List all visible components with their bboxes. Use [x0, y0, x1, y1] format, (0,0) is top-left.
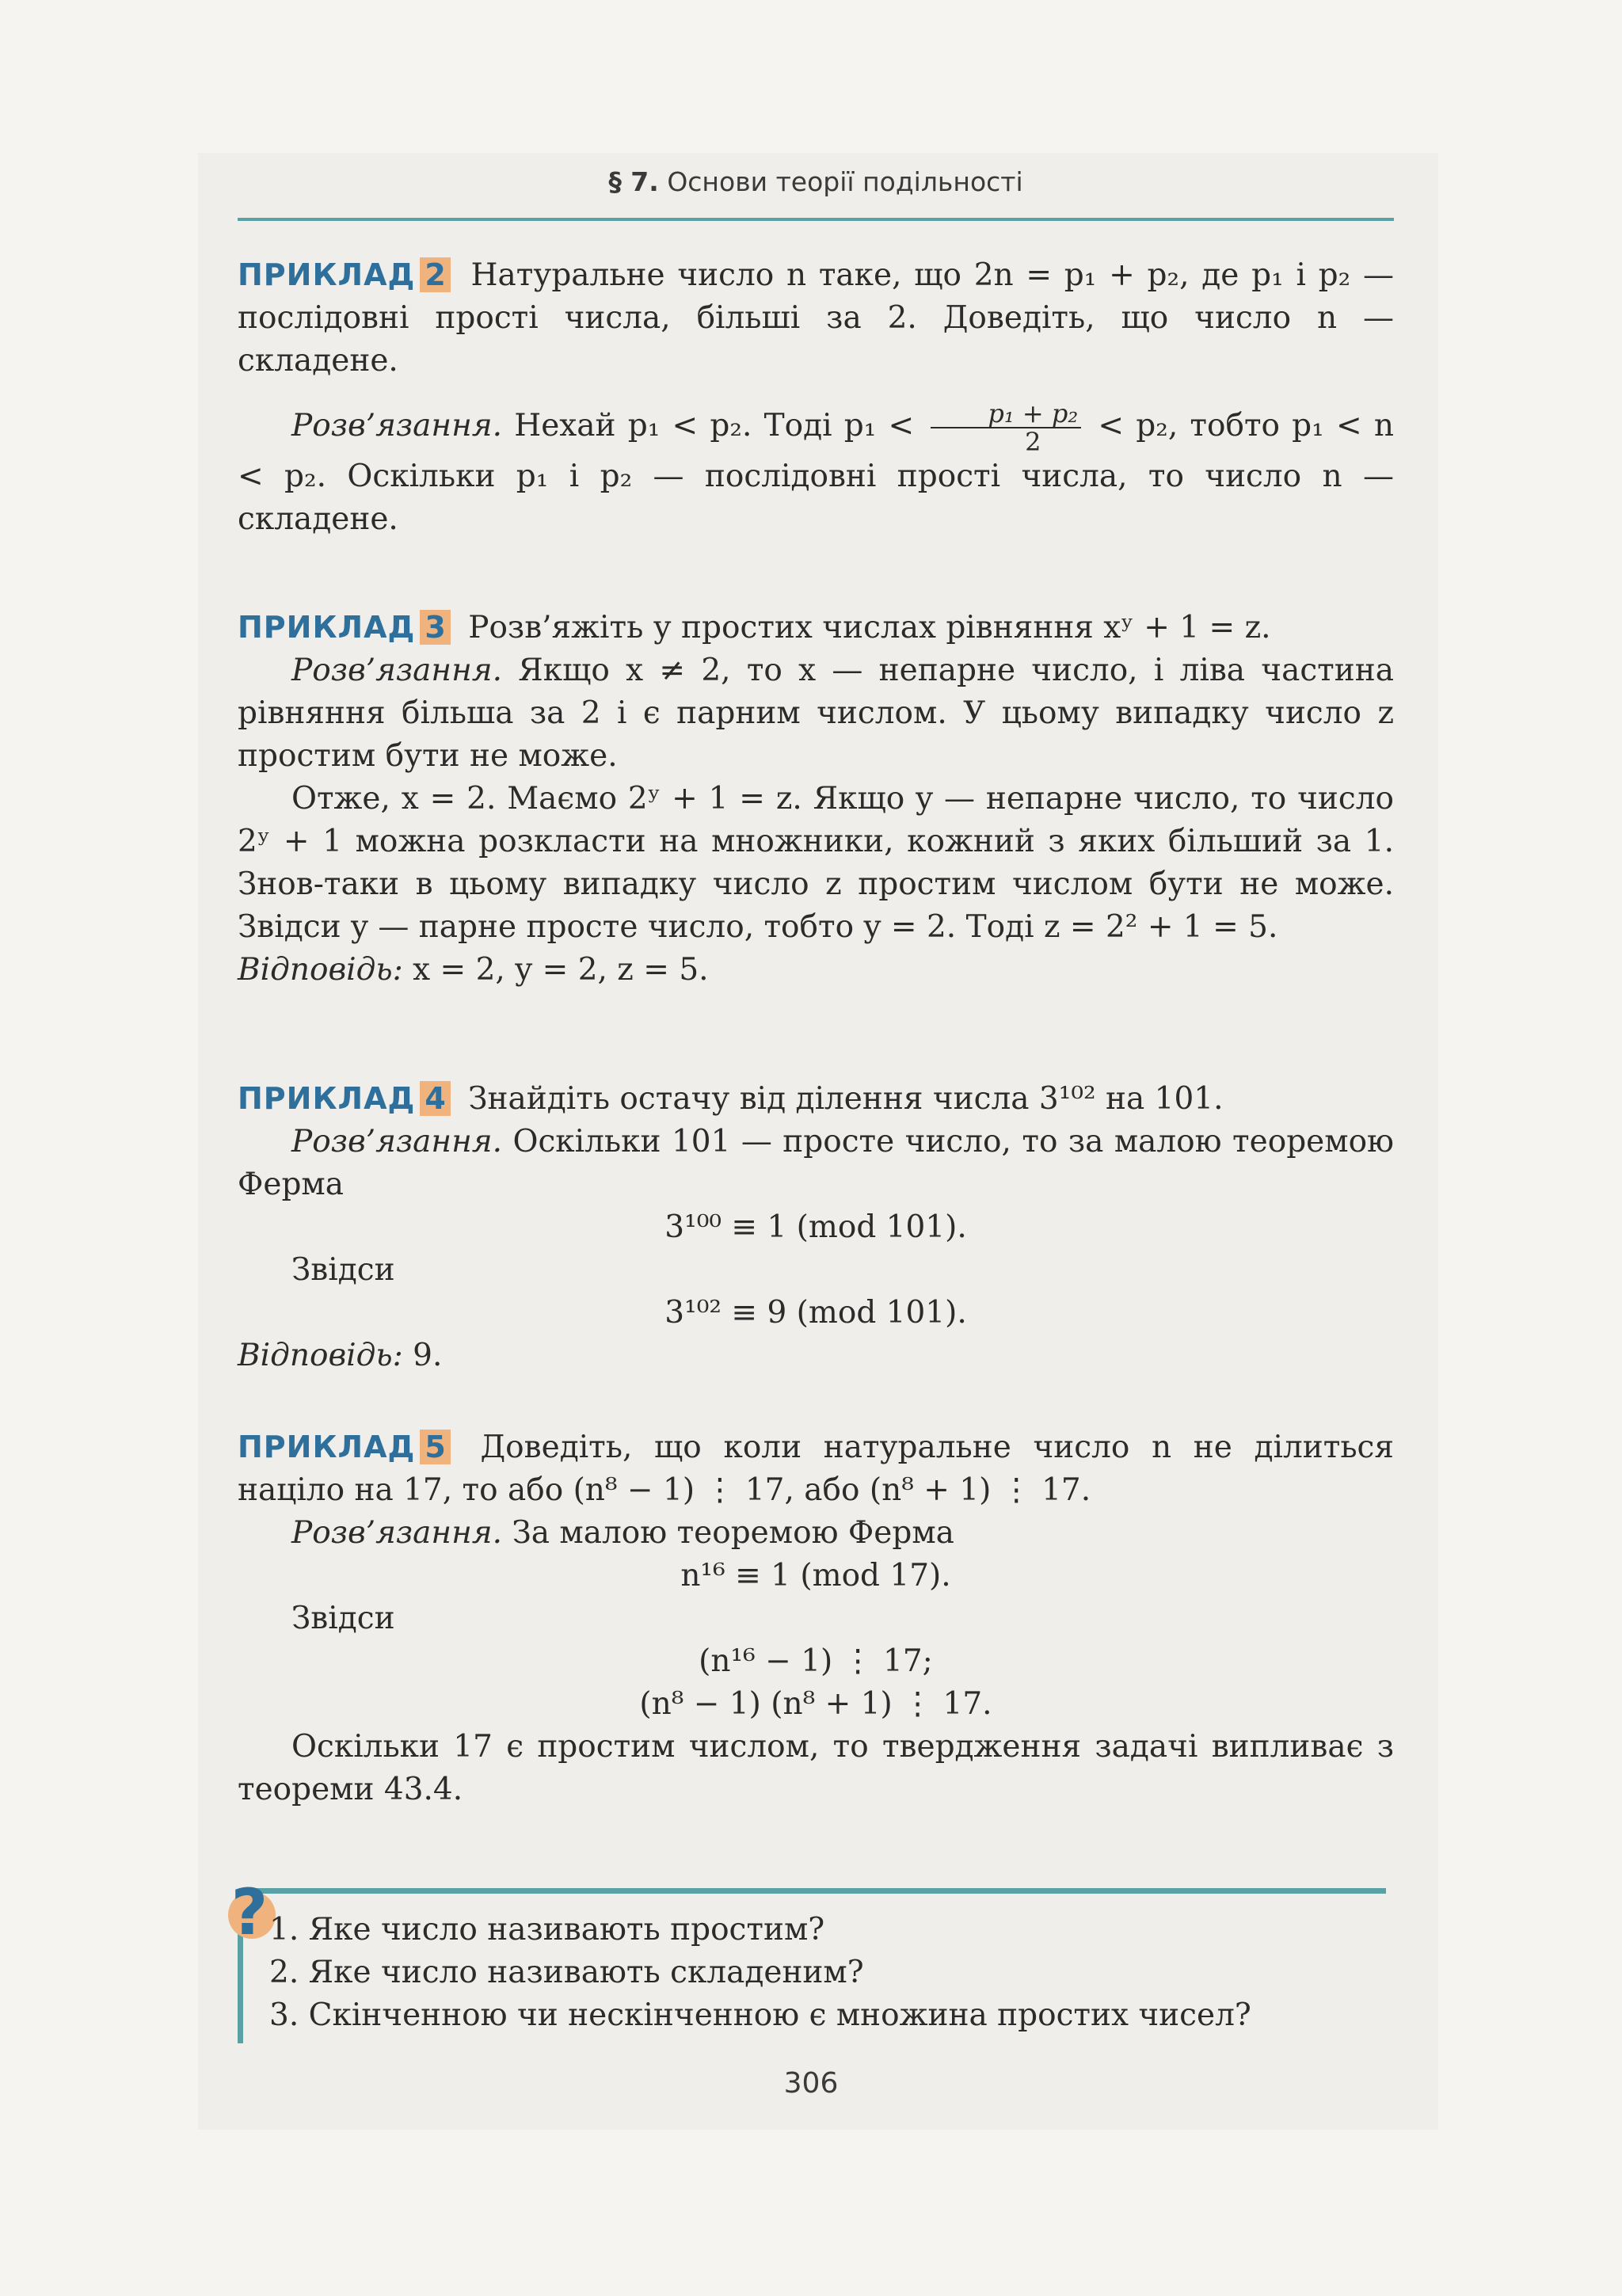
example-label: ПРИКЛАД — [238, 1430, 416, 1464]
example-label: ПРИКЛАД — [238, 1081, 416, 1116]
example-5-task: Доведіть, що коли натуральне число n не ділиться націло на 17, то або (n⁸ − 1) ⋮ 17, або (n⁸ + 1) ⋮ 17. — [238, 1430, 1394, 1508]
review-questions — [222, 1877, 1394, 2043]
example-3-solution-p2: Отже, x = 2. Маємо 2ʸ + 1 = z. Якщо y — непарне число, то число 2ʸ + 1 можна розкласти на множники, кожний з яких більший за 1. Знов-таки в цьому випадку число z простим числом бути не може. Звідси y — парне просте число, тобто y = 2. Тоді z = 2² + 1 = 5. — [238, 781, 1394, 945]
answer-text: 9. — [413, 1338, 443, 1373]
example-2-task: Натуральне число n таке, що 2n = p₁ + p₂, де p₁ і p₂ — послідовні прості числа, більші за 2. Доведіть, що число n — складене. — [238, 257, 1394, 379]
example-4-solution — [238, 1121, 1394, 1206]
question-item: 1. Яке число називають простим? — [269, 1912, 825, 1948]
example-4-hence: Звідси — [291, 1252, 395, 1288]
question-mark-icon: ? — [222, 1877, 277, 1948]
example-4 — [238, 1077, 1394, 1377]
example-3-statement — [238, 606, 1394, 649]
solution-text: Якщо x ≠ 2, то x — непарне число, і ліва частина рівняння більша за 2 і є парним числом. У цьому випадку число z простим бути не може. — [238, 653, 1394, 774]
solution-text-b: < p₂, тобто p₁ < n < p₂. Оскільки p₁ і p₂ — послідовні прості числа, то число n — складене. — [238, 408, 1394, 537]
section-title: Основи теорії подільності — [667, 166, 1023, 197]
solution-label: Розв’язання. — [291, 653, 503, 688]
example-5 — [238, 1426, 1394, 1811]
example-3-solution-p1 — [238, 649, 1394, 778]
example-5-conclusion: Оскільки 17 є простим числом, то твердження задачі випливає з теореми 43.4. — [238, 1729, 1394, 1807]
solution-text: Оскільки 101 — просте число, то за малою теоремою Ферма — [238, 1124, 1395, 1202]
example-3-task: Розв’яжіть у простих числах рівняння xʸ + 1 = z. — [468, 610, 1271, 645]
example-number-badge: 3 — [420, 610, 450, 645]
example-label: ПРИКЛАД — [238, 610, 416, 645]
example-5-solution — [238, 1512, 1394, 1555]
solution-text-a: Нехай p₁ < p₂. Тоді p₁ < — [514, 408, 915, 444]
example-5-equation-1: n¹⁶ ≡ 1 (mod 17). — [680, 1558, 951, 1593]
fraction-numerator: p₁ + p₂ — [931, 400, 1081, 428]
running-header — [238, 166, 1394, 214]
example-2 — [238, 253, 1394, 541]
example-4-equation-1: 3¹⁰⁰ ≡ 1 (mod 101). — [664, 1209, 967, 1245]
header-rule — [238, 218, 1394, 221]
example-number-badge: 5 — [420, 1430, 450, 1464]
section-number: § 7. — [608, 166, 659, 197]
example-label: ПРИКЛАД — [238, 257, 416, 292]
example-5-statement — [238, 1426, 1394, 1512]
answer-label: Відповідь: — [238, 1338, 403, 1373]
example-number-badge: 2 — [420, 257, 450, 292]
questions-list — [269, 1909, 1251, 2037]
example-5-hence: Звідси — [291, 1601, 395, 1636]
answer-text: x = 2, y = 2, z = 5. — [413, 952, 709, 988]
example-5-equation-2: (n¹⁶ − 1) ⋮ 17; — [699, 1643, 933, 1679]
example-4-statement — [238, 1077, 1394, 1121]
solution-label: Розв’язання. — [291, 408, 503, 444]
fraction-denominator: 2 — [1025, 427, 1041, 457]
example-2-solution — [238, 400, 1394, 541]
page-number: 306 — [783, 2067, 839, 2100]
example-4-answer — [238, 1335, 1394, 1377]
fraction — [931, 400, 1081, 455]
solution-label: Розв’язання. — [291, 1124, 503, 1159]
example-3 — [238, 606, 1394, 992]
solution-label: Розв’язання. — [291, 1515, 503, 1551]
example-5-equation-3: (n⁸ − 1) (n⁸ + 1) ⋮ 17. — [639, 1686, 992, 1722]
answer-label: Відповідь: — [238, 952, 403, 988]
question-item: 3. Скінченною чи нескінченною є множина простих чисел? — [269, 1997, 1251, 2033]
question-item: 2. Яке число називають складеним? — [269, 1955, 864, 1990]
example-number-badge: 4 — [420, 1081, 450, 1116]
example-4-equation-2: 3¹⁰² ≡ 9 (mod 101). — [664, 1295, 967, 1331]
solution-text: За малою теоремою Ферма — [512, 1515, 954, 1551]
example-2-statement — [238, 253, 1394, 383]
questions-top-rule — [253, 1888, 1386, 1894]
example-3-answer — [238, 949, 1394, 992]
example-4-task: Знайдіть остачу від ділення числа 3¹⁰² на 101. — [468, 1081, 1224, 1117]
